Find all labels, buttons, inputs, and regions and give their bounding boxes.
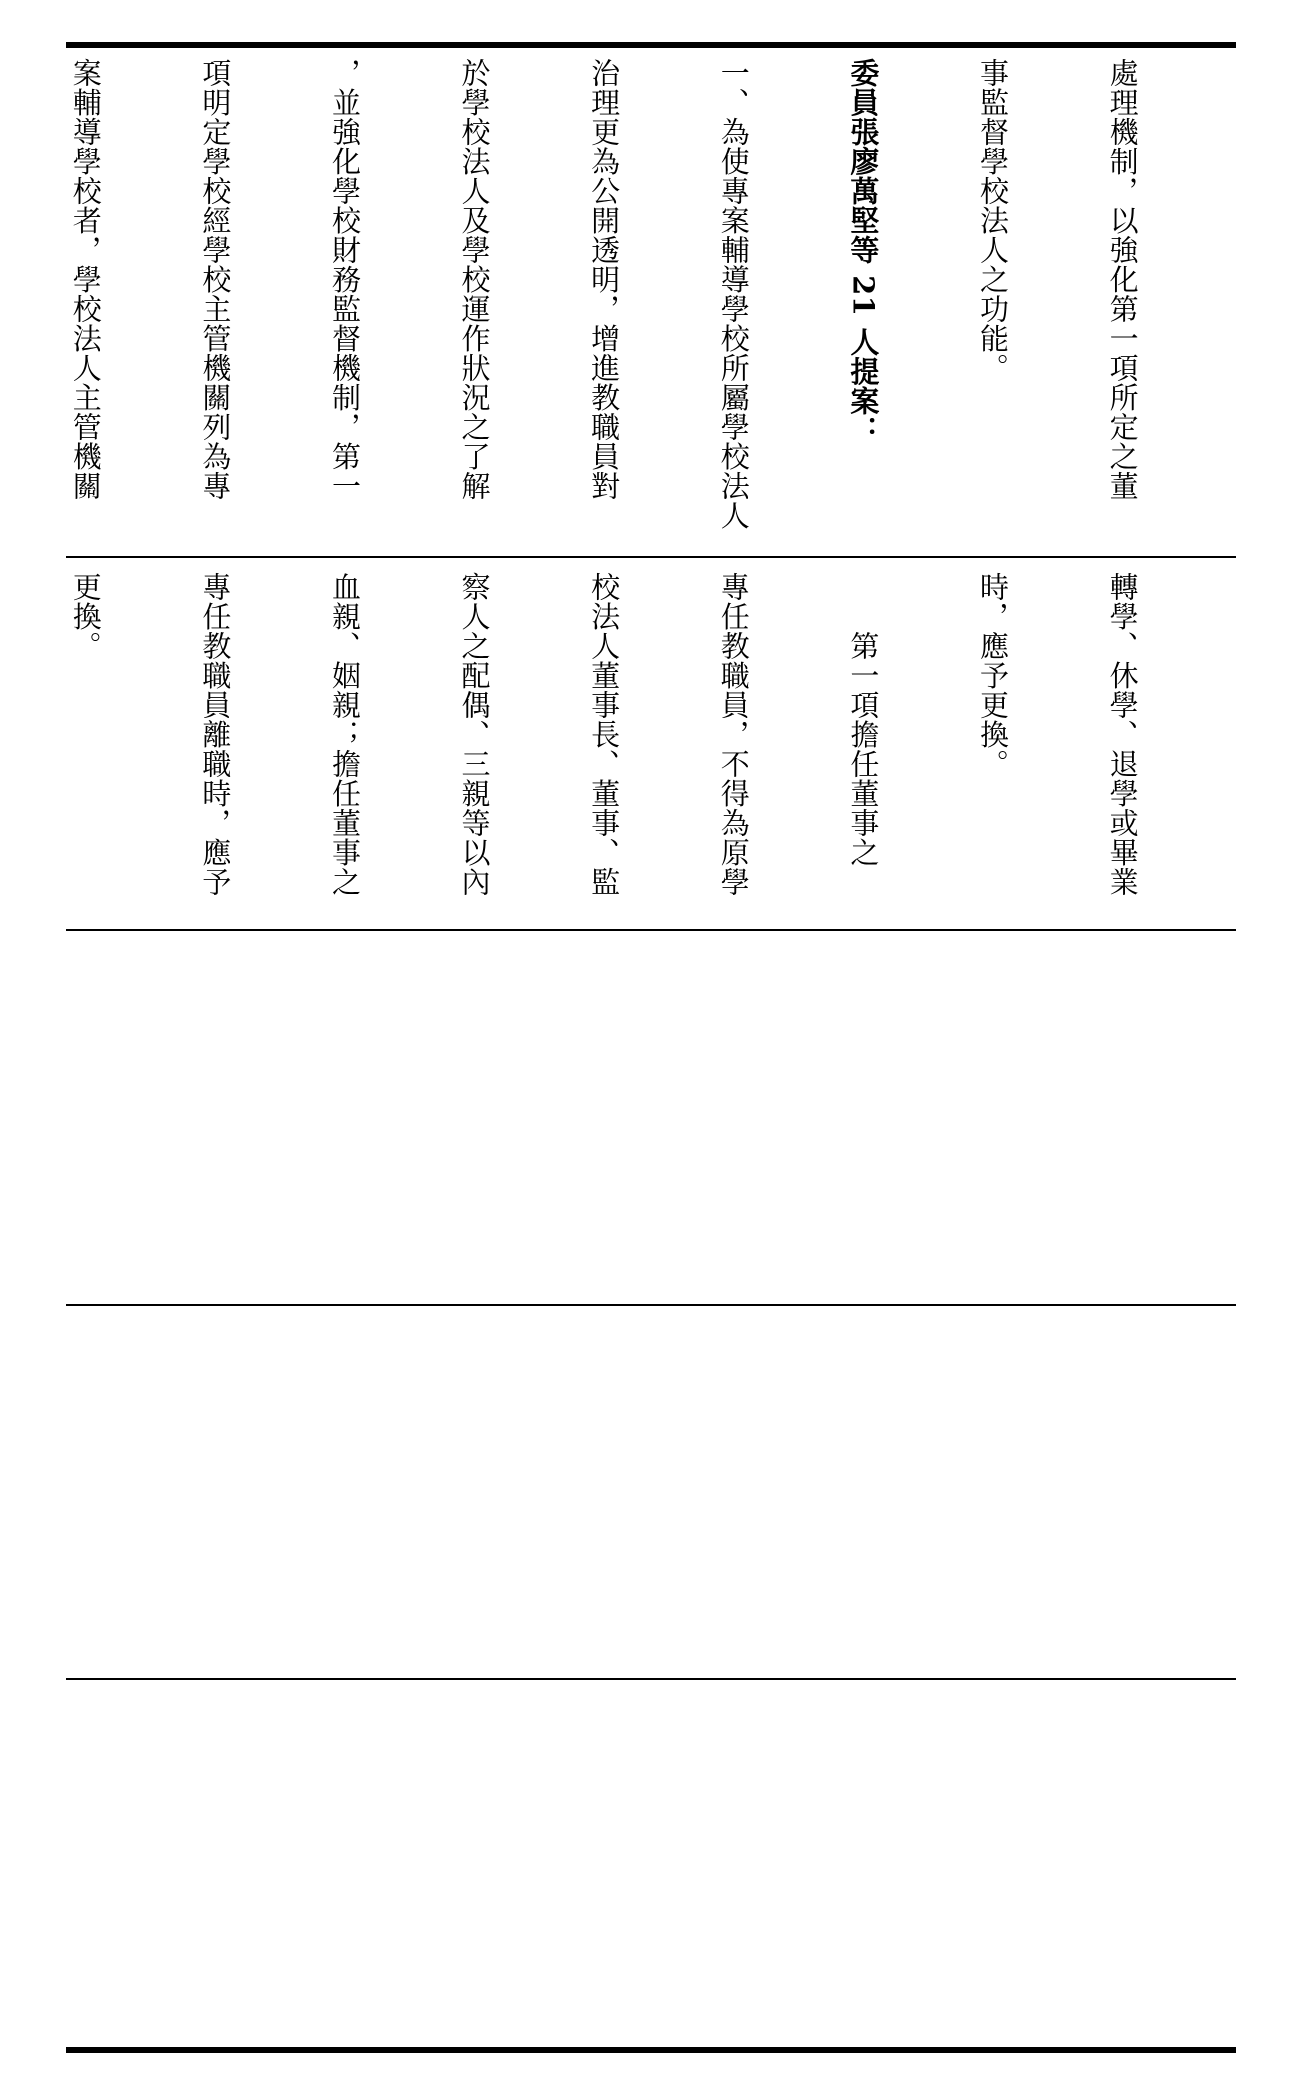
row-divider-3 [66, 1304, 1236, 1306]
text-line: 一、為使專案輔導學校所屬學校法人 [716, 58, 751, 530]
article-text [66, 572, 1236, 924]
top-rule [66, 42, 1236, 48]
text-line: 治理更為公開透明，增進教職員對 [587, 58, 622, 501]
row-divider-1 [66, 556, 1236, 558]
text-line: 事監督學校法人之功能。 [975, 58, 1010, 383]
text-line: 校法人董事長、董事、監 [587, 572, 622, 897]
text-line: 項明定學校經學校主管機關列為專 [198, 58, 233, 501]
bottom-rule [66, 2047, 1236, 2053]
row-divider-2 [66, 929, 1236, 931]
text-line: 更換。 [68, 572, 103, 661]
row-divider-4 [66, 1678, 1236, 1680]
text-line: 專任教職員離職時，應予 [198, 572, 233, 897]
explanation-cell [66, 58, 1236, 552]
empty-cell-5 [66, 1681, 1236, 2045]
empty-cell-3 [66, 932, 1236, 1302]
text-line: 血親、姻親；擔任董事之 [327, 572, 362, 897]
text-line: 案輔導學校者，學校法人主管機關 [68, 58, 103, 501]
text-line: 專任教職員，不得為原學 [716, 572, 751, 897]
article-cell [66, 572, 1236, 924]
empty-cell-4 [66, 1307, 1236, 1676]
text-line: ，並強化學校財務監督機制，第一 [327, 58, 362, 501]
text-line: 轉學、休學、退學或畢業 [1105, 572, 1140, 897]
text-line: 於學校法人及學校運作狀況之了解 [457, 58, 492, 501]
text-line: 時，應予更換。 [975, 572, 1010, 779]
explanation-text [66, 58, 1236, 552]
text-line: 第一項擔任董事之 [846, 572, 881, 867]
proposal-heading: 委員張廖萬堅等 21 人提案： [846, 58, 881, 446]
text-line: 處理機制，以強化第一項所定之董 [1105, 58, 1140, 501]
text-line: 察人之配偶、三親等以內 [457, 572, 492, 897]
